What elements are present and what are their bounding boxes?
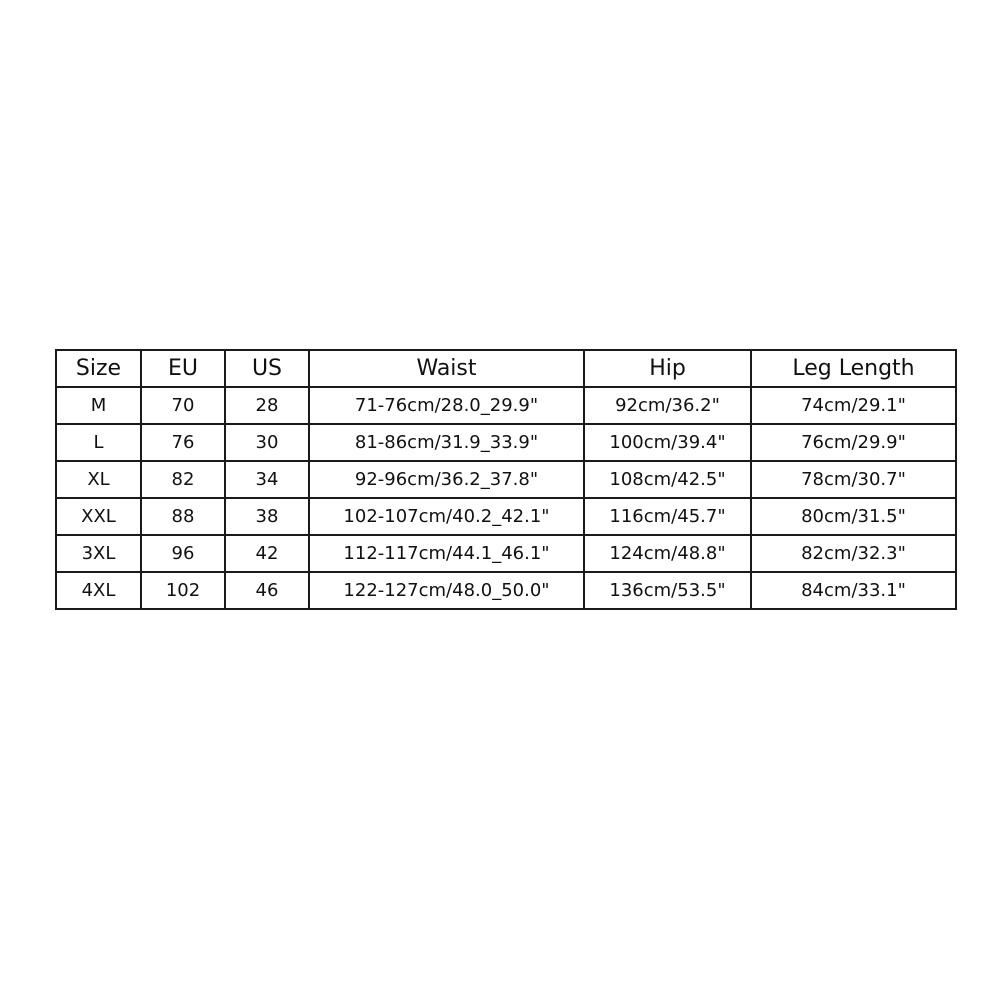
size-chart-table xyxy=(55,349,957,610)
cell-leg-length: 76cm/29.9" xyxy=(751,424,956,461)
cell-us: 42 xyxy=(225,535,309,572)
cell-waist: 71-76cm/28.0_29.9" xyxy=(309,387,584,424)
table-row xyxy=(56,498,956,535)
cell-waist: 81-86cm/31.9_33.9" xyxy=(309,424,584,461)
cell-us: 30 xyxy=(225,424,309,461)
header-hip: Hip xyxy=(584,350,751,387)
cell-leg-length: 80cm/31.5" xyxy=(751,498,956,535)
cell-size: 3XL xyxy=(56,535,141,572)
cell-waist: 122-127cm/48.0_50.0" xyxy=(309,572,584,609)
cell-size: 4XL xyxy=(56,572,141,609)
header-eu: EU xyxy=(141,350,225,387)
cell-size: M xyxy=(56,387,141,424)
cell-hip: 124cm/48.8" xyxy=(584,535,751,572)
table-header-row xyxy=(56,350,956,387)
cell-eu: 88 xyxy=(141,498,225,535)
cell-hip: 92cm/36.2" xyxy=(584,387,751,424)
cell-leg-length: 78cm/30.7" xyxy=(751,461,956,498)
cell-us: 38 xyxy=(225,498,309,535)
cell-eu: 96 xyxy=(141,535,225,572)
cell-waist: 92-96cm/36.2_37.8" xyxy=(309,461,584,498)
header-waist: Waist xyxy=(309,350,584,387)
cell-eu: 76 xyxy=(141,424,225,461)
cell-hip: 136cm/53.5" xyxy=(584,572,751,609)
cell-waist: 102-107cm/40.2_42.1" xyxy=(309,498,584,535)
cell-size: L xyxy=(56,424,141,461)
cell-eu: 102 xyxy=(141,572,225,609)
header-leg-length: Leg Length xyxy=(751,350,956,387)
header-us: US xyxy=(225,350,309,387)
cell-hip: 108cm/42.5" xyxy=(584,461,751,498)
cell-leg-length: 84cm/33.1" xyxy=(751,572,956,609)
cell-hip: 100cm/39.4" xyxy=(584,424,751,461)
cell-waist: 112-117cm/44.1_46.1" xyxy=(309,535,584,572)
table-row xyxy=(56,424,956,461)
cell-us: 28 xyxy=(225,387,309,424)
header-size: Size xyxy=(56,350,141,387)
cell-leg-length: 82cm/32.3" xyxy=(751,535,956,572)
cell-size: XL xyxy=(56,461,141,498)
cell-us: 34 xyxy=(225,461,309,498)
table-row xyxy=(56,535,956,572)
cell-size: XXL xyxy=(56,498,141,535)
cell-eu: 82 xyxy=(141,461,225,498)
table-row xyxy=(56,387,956,424)
cell-hip: 116cm/45.7" xyxy=(584,498,751,535)
cell-eu: 70 xyxy=(141,387,225,424)
cell-us: 46 xyxy=(225,572,309,609)
table-row xyxy=(56,461,956,498)
cell-leg-length: 74cm/29.1" xyxy=(751,387,956,424)
table-row xyxy=(56,572,956,609)
